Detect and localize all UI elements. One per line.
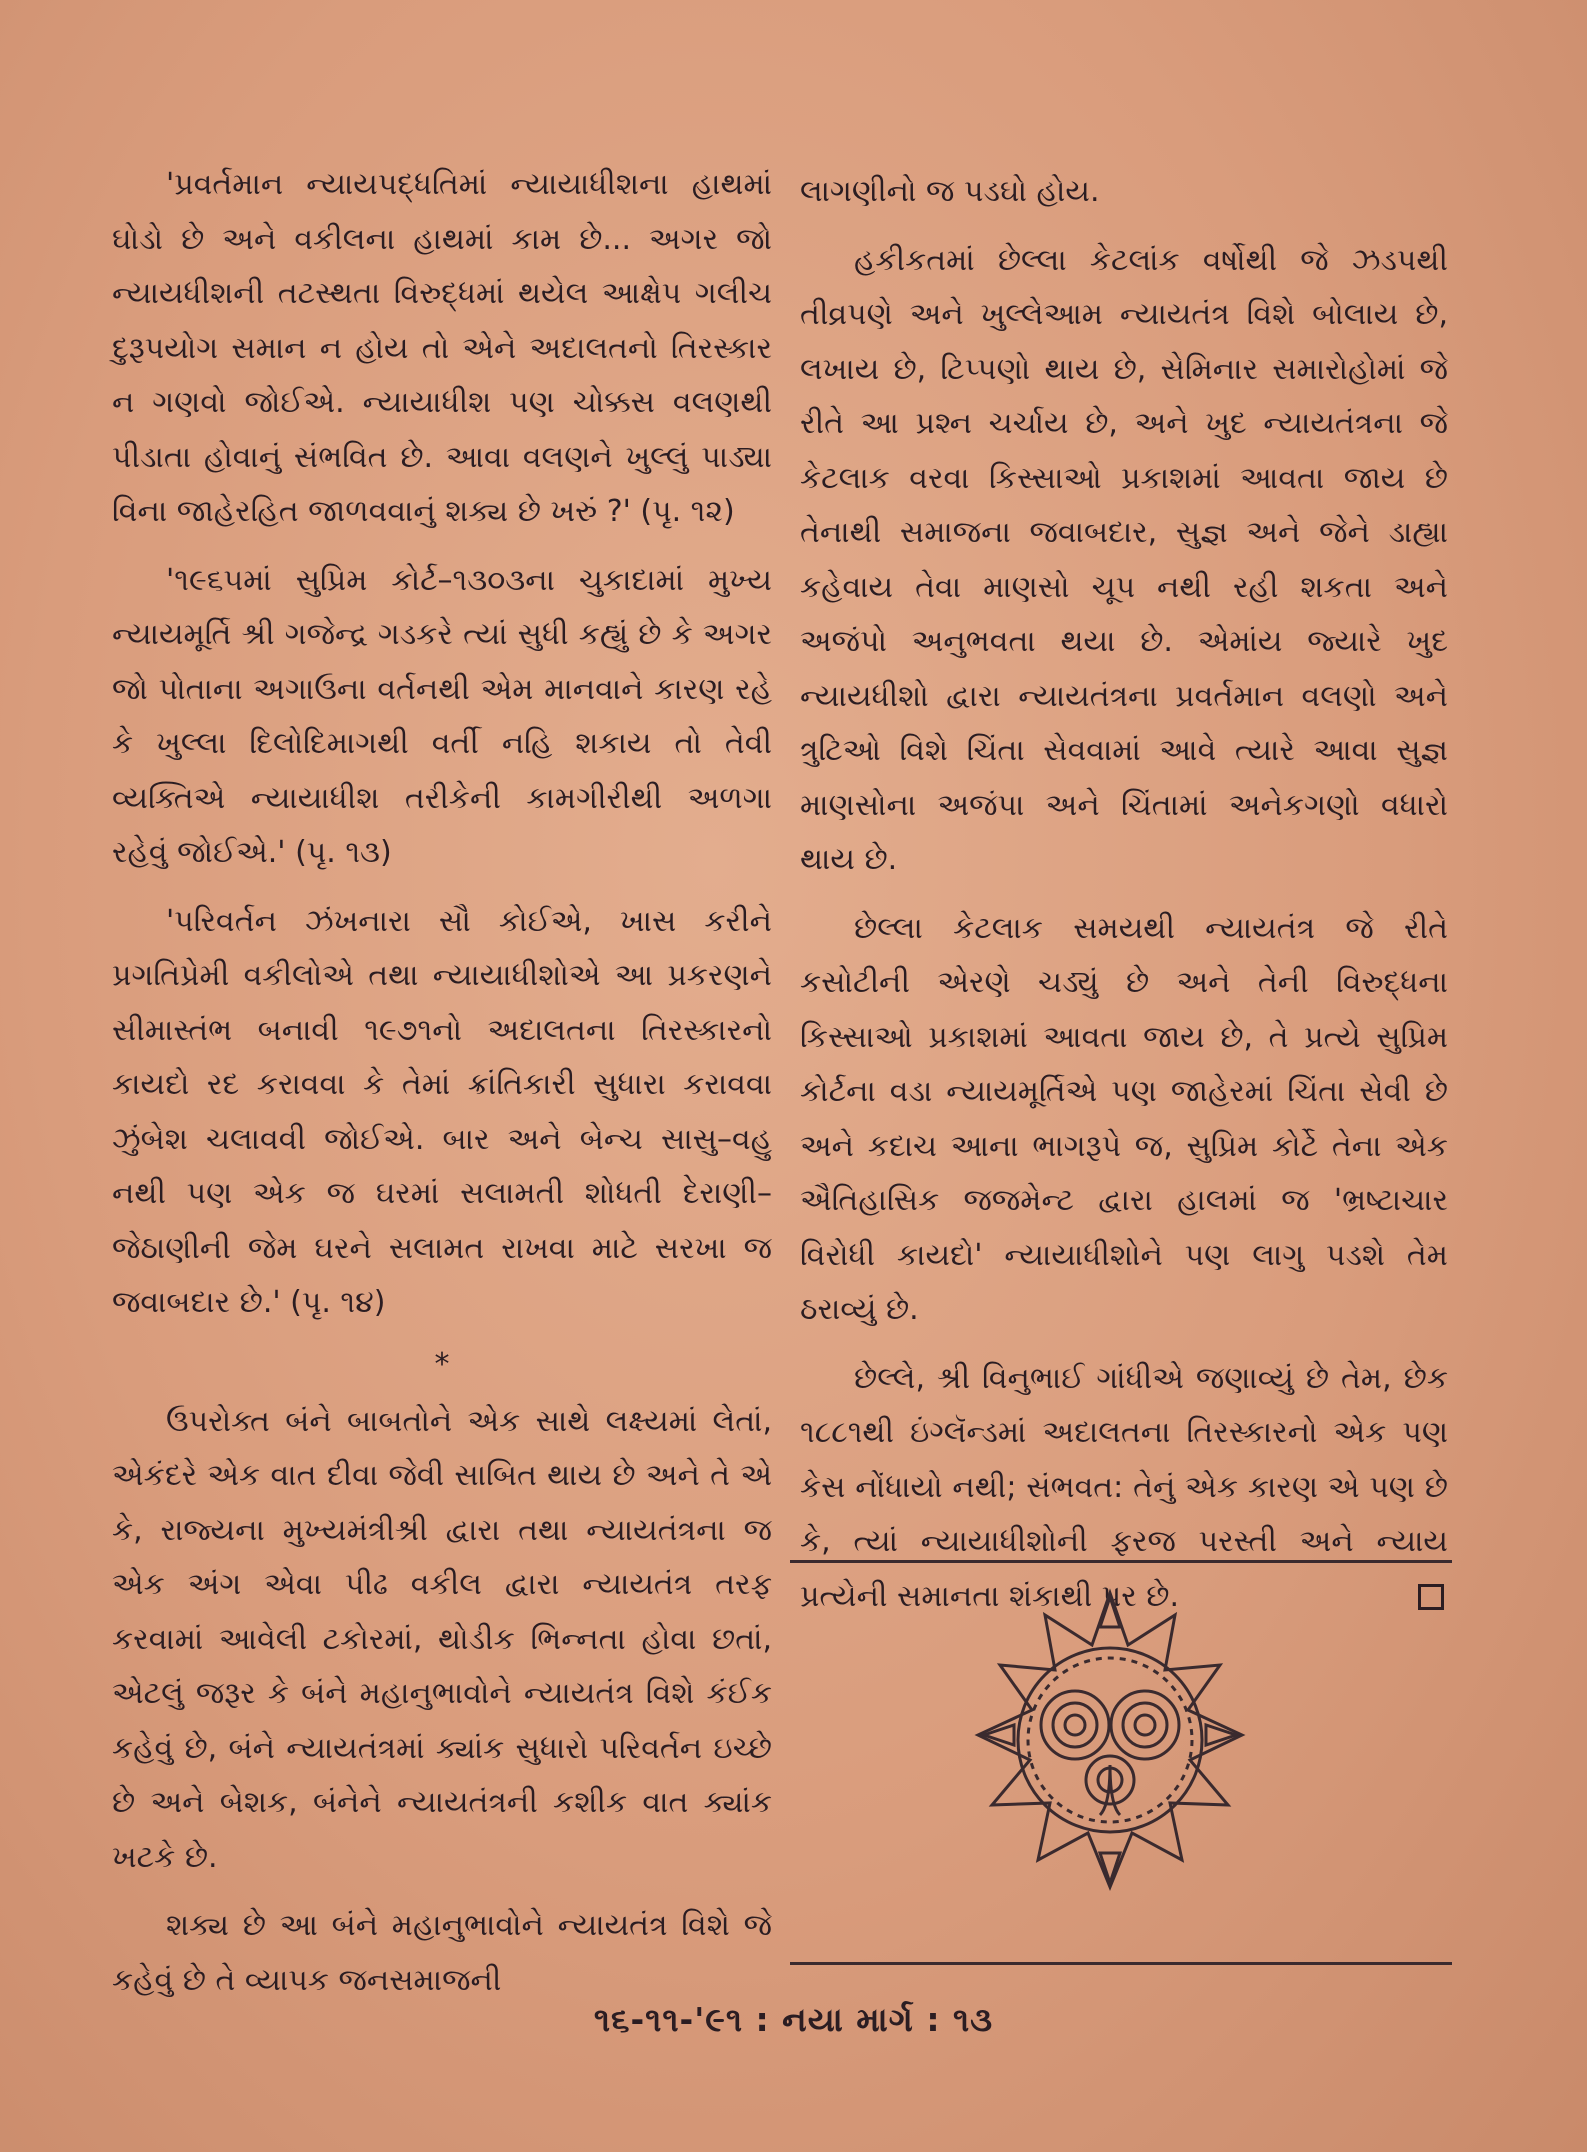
footer-top-rule	[790, 1962, 1452, 1965]
page-footer: ૧૬-૧૧-'૯૧ : નયા માર્ગ : ૧૩	[593, 2000, 994, 2039]
quote-paragraph-1: 'પ્રવર્તમાન ન્યાયપદ્ધતિમાં ન્યાયાધીશના હાથમાં ઘોડો છે અને વકીલના હાથમાં કામ છે... અગર જો ન્યાયધીશની તટસ્થતા વિરુદ્ધમાં થયેલ આક્ષેપ ગલીચ દુરૂપયોગ સમાન ન હોય તો એને અદાલતનો તિરસ્કાર ન ગણવો જોઈએ. ન્યાયાધીશ પણ ચોક્કસ વલણથી પીડાતા હોવાનું સંભવિત છે. આવા વલણને ખુલ્લું પાડ્યા વિના જાહેરહિત જાળવવાનું શક્ય છે ખરું ?' (પૃ. ૧૨)	[112, 167, 772, 529]
sun-spiral-ornament-icon	[960, 1575, 1260, 1915]
body-paragraph-4: છેલ્લા કેટલાક સમયથી ન્યાયતંત્ર જે રીતે કસોટીની એરણે ચડ્યું છે અને તેની વિરુદ્ધના કિસ્સાઓ પ્રકાશમાં આવતા જાય છે, તે પ્રત્યે સુપ્રિમ કોર્ટના વડા ન્યાયમૂર્તિએ પણ જાહેરમાં ચિંતા સેવી છે અને કદાચ આના ભાગરૂપે જ, સુપ્રિમ કોર્ટે તેના એક ઐતિહાસિક જજમેન્ટ દ્વારા હાલમાં જ 'ભ્રષ્ટાચાર વિરોધી કાયદો' ન્યાયાધીશોને પણ લાગુ પડશે તેમ ઠરાવ્યું છે.	[800, 910, 1448, 1327]
section-separator: *	[434, 1346, 450, 1382]
quote-paragraph-3: 'પરિવર્તન ઝંખનારા સૌ કોઈએ, ખાસ કરીને પ્રગતિપ્રેમી વકીલોએ તથા ન્યાયાધીશોએ આ પ્રકરણને સીમાસ્તંભ બનાવી ૧૯૭૧નો અદાલતના તિરસ્કારનો કાયદો રદ કરાવવા કે તેમાં ક્રાંતિકારી સુધારા કરાવવા ઝુંબેશ ચલાવવી જોઈએ. બાર અને બેન્ચ સાસુ–વહુ નથી પણ એક જ ઘરમાં સલામતી શોધતી દેરાણી–જેઠાણીની જેમ ઘરને સલામત રાખવા માટે સરખા જ જવાબદાર છે.' (પૃ. ૧૪)	[112, 903, 772, 1320]
end-of-article-icon	[1418, 1584, 1444, 1610]
closing-paragraph-text: છેલ્લે, શ્રી વિનુભાઈ ગાંધીએ જણાવ્યું છે તેમ, છેક ૧૮૮૧થી ઇંગ્લૅન્ડમાં અદાલતના તિરસ્કારનો એક પણ કેસ નોંધાયો નથી; સંભવત: તેનું એક કારણ એ પણ છે કે, ત્યાં ન્યાયાધીશોની ફરજ પરસ્તી અને ન્યાય પ્રત્યેની સમાનતા શંકાથી પર છે.	[800, 1360, 1448, 1614]
continued-paragraph: લાગણીનો જ પડઘો હોય.	[800, 174, 1100, 209]
body-paragraph-1: ઉપરોક્ત બંને બાબતોને એક સાથે લક્ષ્યમાં લેતાં, એકંદરે એક વાત દીવા જેવી સાબિત થાય છે અને તે એ કે, રાજ્યના મુખ્યમંત્રીશ્રી દ્વારા તથા ન્યાયતંત્રના જ એક અંગ એવા પીઢ વકીલ દ્વારા ન્યાયતંત્ર તરફ કરવામાં આવેલી ટકોરમાં, થોડીક ભિન્નતા હોવા છતાં, એટલું જરૂર કે બંને મહાનુભાવોને ન્યાયતંત્ર વિશે કંઈક કહેવું છે, બંને ન્યાયતંત્રમાં ક્યાંક સુધારો પરિવર્તન ઇચ્છે છે અને બેશક, બંનેને ન્યાયતંત્રની કશીક વાત ક્યાંક ખટકે છે.	[112, 1403, 772, 1875]
right-column	[800, 165, 1448, 1638]
body-paragraph-2: શક્ય છે આ બંને મહાનુભાવોને ન્યાયતંત્ર વિશે જે કહેવું છે તે વ્યાપક જનસમાજની	[112, 1908, 772, 1998]
quote-paragraph-2: '૧૯૬૫માં સુપ્રિમ કોર્ટ–૧૩૦૩ના ચુકાદામાં મુખ્ય ન્યાયમૂર્તિ શ્રી ગજેન્દ્ર ગડકરે ત્યાં સુધી કહ્યું છે કે અગર જો પોતાના અગાઉના વર્તનથી એમ માનવાને કારણ રહે કે ખુલ્લા દિલોદિમાગથી વર્તી નહિ શકાય તો તેવી વ્યક્તિએ ન્યાયાધીશ તરીકેની કામગીરીથી અળગા રહેવું જોઈએ.' (પૃ. ૧૩)	[112, 562, 772, 870]
body-paragraph-3: હકીકતમાં છેલ્લા કેટલાંક વર્ષોથી જે ઝડપથી તીવ્રપણે અને ખુલ્લેઆમ ન્યાયતંત્ર વિશે બોલાય છે, લખાય છે, ટિપ્પણો થાય છે, સેમિનાર સમારોહોમાં જે રીતે આ પ્રશ્ન ચર્ચાય છે, અને ખુદ ન્યાયતંત્રના જે કેટલાક વરવા કિસ્સાઓ પ્રકાશમાં આવતા જાય છે તેનાથી સમાજના જવાબદાર, સુજ્ઞ અને જેને ડાહ્યા કહેવાય તેવા માણસો ચૂપ નથી રહી શકતા અને અજંપો અનુભવતા થયા છે. એમાંય જ્યારે ખુદ ન્યાયધીશો દ્વારા ન્યાયતંત્રના પ્રવર્તમાન વલણો અને ત્રુટિઓ વિશે ચિંતા સેવવામાં આવે ત્યારે આવા સુજ્ઞ માણસોના અજંપા અને ચિંતામાં અનેકગણો વધારો થાય છે.	[800, 242, 1448, 877]
left-column	[112, 158, 772, 2022]
ornament-top-rule	[790, 1560, 1452, 1563]
